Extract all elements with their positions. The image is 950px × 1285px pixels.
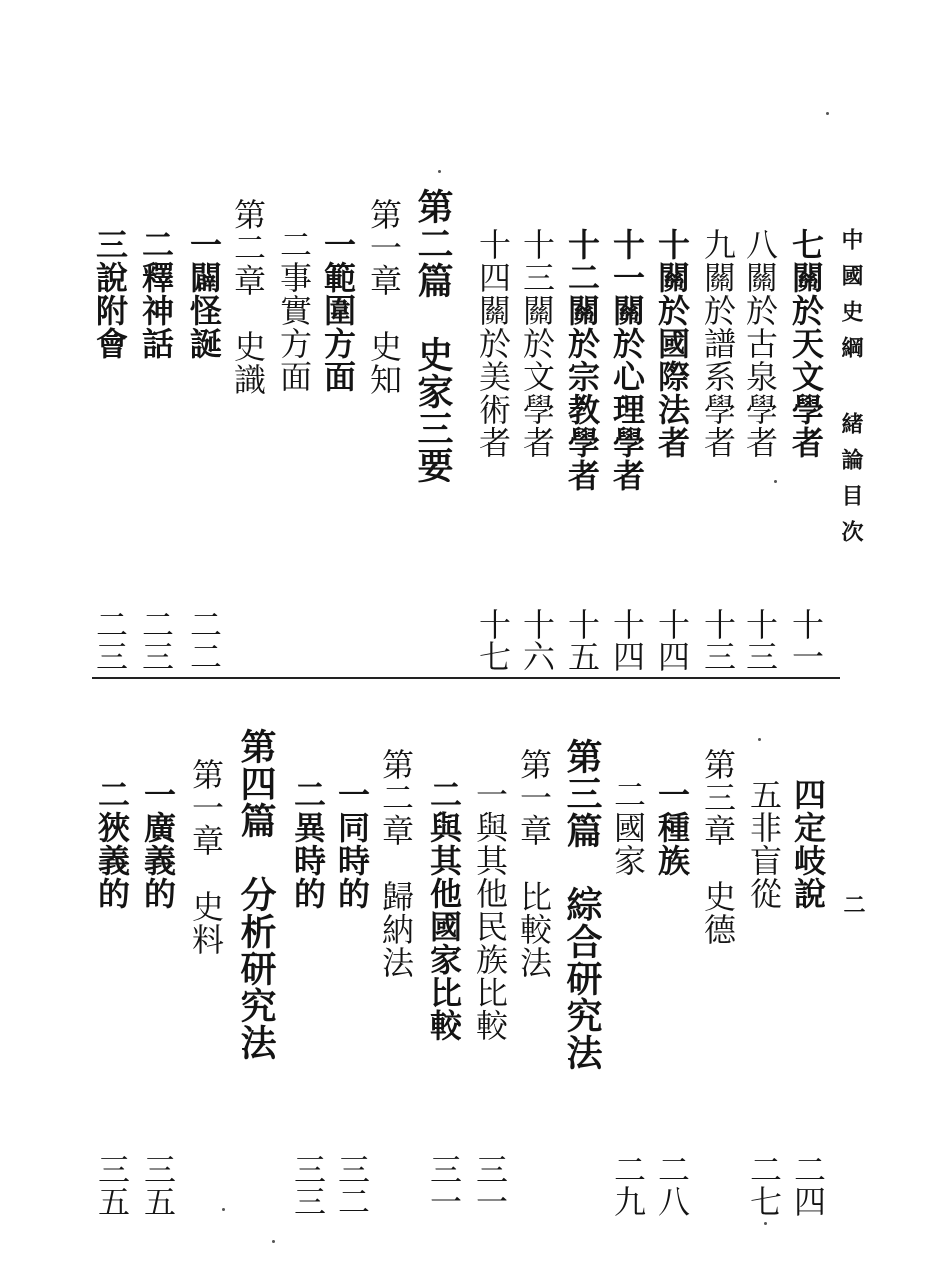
toc-entry: 四定岐說 <box>789 778 827 910</box>
toc-entry: 九關於譜系學者 <box>699 228 737 459</box>
toc-entry: 一與其他民族比較 <box>471 778 509 1042</box>
toc-page-ref: 二九 <box>609 1153 647 1217</box>
toc-entry: 二異時的 <box>289 778 327 910</box>
chapter-heading: 第二章 歸納法 <box>377 748 415 979</box>
toc-entry: 一廣義的 <box>139 778 177 910</box>
chapter-heading: 第三章 史德 <box>699 748 737 946</box>
toc-entry: 十三關於文學者 <box>518 228 556 459</box>
scan-speck <box>272 1240 275 1243</box>
toc-entry: 二狹義的 <box>93 778 131 910</box>
toc-page-ref: 三一 <box>471 1153 509 1217</box>
scan-speck <box>774 480 777 483</box>
toc-entry: 十關於國際法者 <box>653 228 691 459</box>
page-number: 二 <box>840 893 866 915</box>
scan-speck <box>222 1208 225 1211</box>
scan-speck <box>764 1222 767 1225</box>
section-divider <box>92 677 840 679</box>
toc-page-ref: 二三 <box>137 608 175 672</box>
toc-page-ref: 三五 <box>93 1153 131 1217</box>
part-heading: 第四篇 分析研究法 <box>235 728 277 1061</box>
toc-page-ref: 二三 <box>91 608 129 672</box>
toc-entry: 七關於天文學者 <box>787 228 825 459</box>
toc-entry: 五非盲從 <box>745 778 783 910</box>
part-heading: 第三篇 綜合研究法 <box>561 738 603 1071</box>
toc-entry: 二釋神話 <box>137 228 175 360</box>
chapter-heading: 第一章 史知 <box>365 198 403 396</box>
toc-page-ref: 十三 <box>699 608 737 672</box>
toc-page-ref: 二八 <box>653 1153 691 1217</box>
toc-entry: 一種族 <box>653 778 691 877</box>
toc-entry: 二國家 <box>609 778 647 877</box>
toc-page-ref: 十三 <box>741 608 779 672</box>
scan-speck <box>438 170 441 173</box>
toc-page-ref: 十五 <box>563 608 601 672</box>
scan-speck <box>826 112 829 115</box>
toc-page-ref: 三五 <box>139 1153 177 1217</box>
chapter-heading: 第一章 史料 <box>187 758 225 956</box>
toc-page-ref: 二二 <box>185 608 223 672</box>
toc-entry: 十一關於心理學者 <box>608 228 646 492</box>
toc-entry: 十二關於宗教學者 <box>563 228 601 492</box>
chapter-heading: 第二章 史識 <box>229 198 267 396</box>
toc-page-ref: 二四 <box>789 1153 827 1217</box>
toc-page-ref: 三一 <box>425 1153 463 1217</box>
toc-entry: 一闢怪誕 <box>185 228 223 360</box>
running-title: 中國史綱 緒論目次 <box>838 228 864 556</box>
part-heading: 第二篇 史家三要 <box>412 188 454 484</box>
toc-page-ref: 二七 <box>745 1153 783 1217</box>
toc-page-ref: 十四 <box>608 608 646 672</box>
toc-entry: 二事實方面 <box>275 228 313 393</box>
toc-page-ref: 十六 <box>518 608 556 672</box>
toc-page-ref: 十一 <box>787 608 825 672</box>
toc-entry: 一同時的 <box>333 778 371 910</box>
toc-page-ref: 三三 <box>289 1153 327 1217</box>
toc-entry: 十四關於美術者 <box>474 228 512 459</box>
toc-entry: 一範圍方面 <box>319 228 357 393</box>
toc-entry: 二與其他國家比較 <box>425 778 463 1042</box>
toc-entry: 三說附會 <box>91 228 129 360</box>
chapter-heading: 第一章 比較法 <box>515 748 553 979</box>
scan-speck <box>758 738 761 741</box>
toc-entry: 八關於古泉學者 <box>741 228 779 459</box>
toc-page-ref: 十四 <box>653 608 691 672</box>
toc-page-ref: 十七 <box>474 608 512 672</box>
toc-page-ref: 三二 <box>333 1153 371 1217</box>
